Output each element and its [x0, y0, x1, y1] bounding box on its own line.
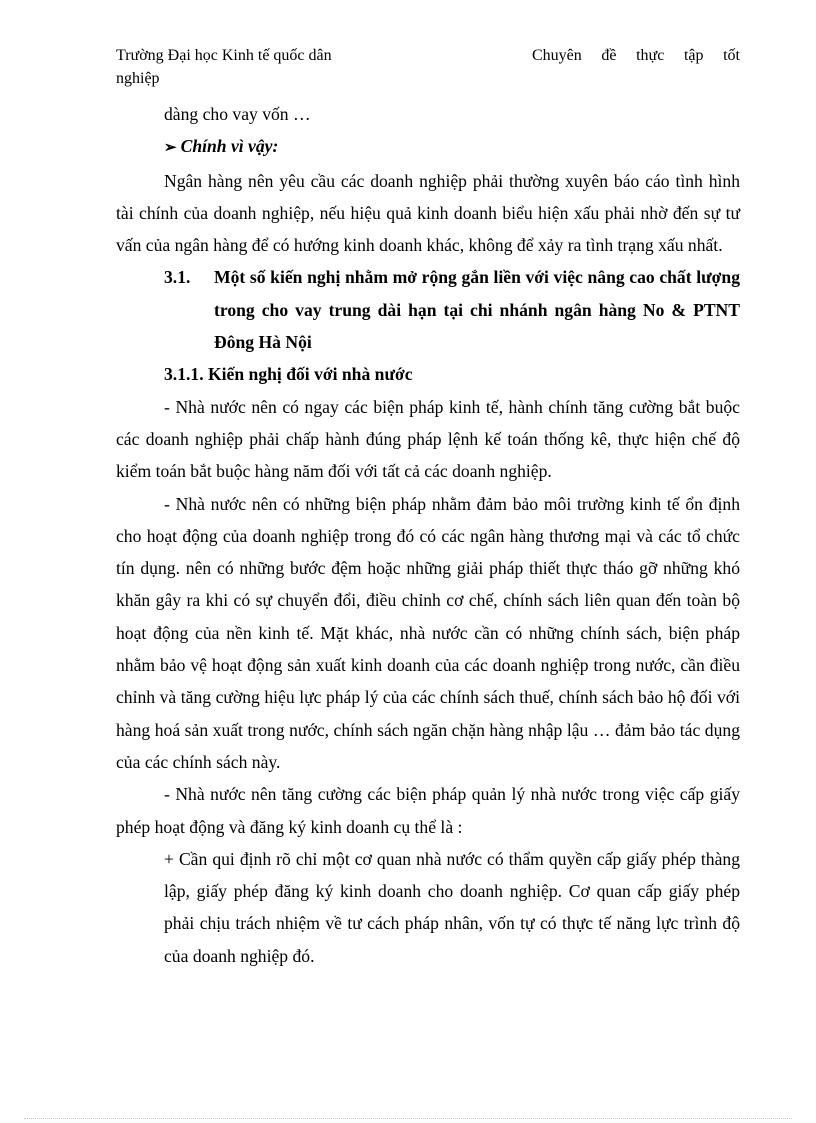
header-word: tốt	[723, 47, 740, 64]
arrow-bullet-icon: ➢	[164, 140, 177, 157]
header-report-title	[532, 44, 740, 67]
subsection-heading: 3.1.1. Kiến nghị đối với nhà nước	[164, 364, 413, 385]
conclusion-heading	[116, 130, 740, 164]
header-university: Trường Đại học Kinh tế quốc dân	[116, 47, 332, 64]
header-row	[116, 44, 740, 67]
page-header	[116, 44, 740, 90]
header-word: thực	[636, 47, 665, 64]
text-continuation: dàng cho vay vốn …	[164, 104, 311, 124]
page-bottom-border	[24, 1118, 792, 1119]
section-number: 3.1.	[164, 267, 191, 288]
section-heading	[116, 261, 740, 358]
section-title: Một số kiến nghị nhằm mở rộng gắn liền với việc nâng cao chất lượng trong cho vay trung dài hạn tại chi nhánh ngân hàng No & PTNT Đông Hà Nội	[214, 267, 740, 353]
paragraph-economic-measures: - Nhà nước nên có ngay các biện pháp kinh tế, hành chính tăng cường bắt buộc các doanh nghiệp phải chấp hành đúng pháp lệnh kế toán thống kê, thực hiện chế độ kiểm toán bắt buộc hàng năm đối với tất cả các doanh nghiệp.	[116, 396, 740, 482]
paragraph-stable-environment: - Nhà nước nên có những biện pháp nhằm đảm bảo môi trường kinh tế ổn định cho hoạt động của doanh nghiệp trong đó có các ngân hàng thương mại và các tổ chức tín dụng. nên có những bước đệm hoặc những giải pháp thiết thực tháo gỡ những khó khăn gây ra khi có sự chuyển đổi, điều chỉnh cơ chế, chính sách liên quan đến toàn bộ hoạt động của nền kinh tế. Mặt khác, nhà nước cần có những chính sách, biện pháp nhằm bảo vệ hoạt động sản xuất kinh doanh của các doanh nghiệp trong nước, cần điều chỉnh và tăng cường hiệu lực pháp lý của các chính sách thuế, chính sách bảo hộ đối với hàng hoá sản xuất trong nước, chính sách ngăn chặn hàng nhập lậu … đảm bảo tác dụng của các chính sách này.	[116, 493, 740, 772]
header-continuation: nghiệp	[116, 70, 160, 87]
header-word: đề	[601, 47, 617, 64]
document-body	[116, 98, 740, 972]
paragraph-licensing-authority: + Cần qui định rõ chỉ một cơ quan nhà nước có thẩm quyền cấp giấy phép thàng lập, giấy phép đăng ký kinh doanh cho doanh nghiệp. Cơ quan cấp giấy phép phải chịu trách nhiệm về tư cách pháp nhân, vốn tự có thực tế năng lực trình độ của doanh nghiệp đó.	[164, 848, 740, 966]
conclusion-label: Chính vì vậy:	[180, 136, 279, 157]
paragraph-bank-recommendation: Ngân hàng nên yêu cầu các doanh nghiệp phải thường xuyên báo cáo tình hình tài chính của doanh nghiệp, nếu hiệu quả kinh doanh biểu hiện xấu phải nhờ đến sự tư vấn của ngân hàng để có hướng kinh doanh khác, không để xảy ra tình trạng xấu nhất.	[116, 170, 740, 256]
header-word: tập	[683, 47, 704, 64]
header-word: Chuyên	[532, 47, 582, 64]
paragraph-licensing-management: - Nhà nước nên tăng cường các biện pháp quản lý nhà nước trong việc cấp giấy phép hoạt động và đăng ký kinh doanh cụ thể là :	[116, 784, 740, 837]
